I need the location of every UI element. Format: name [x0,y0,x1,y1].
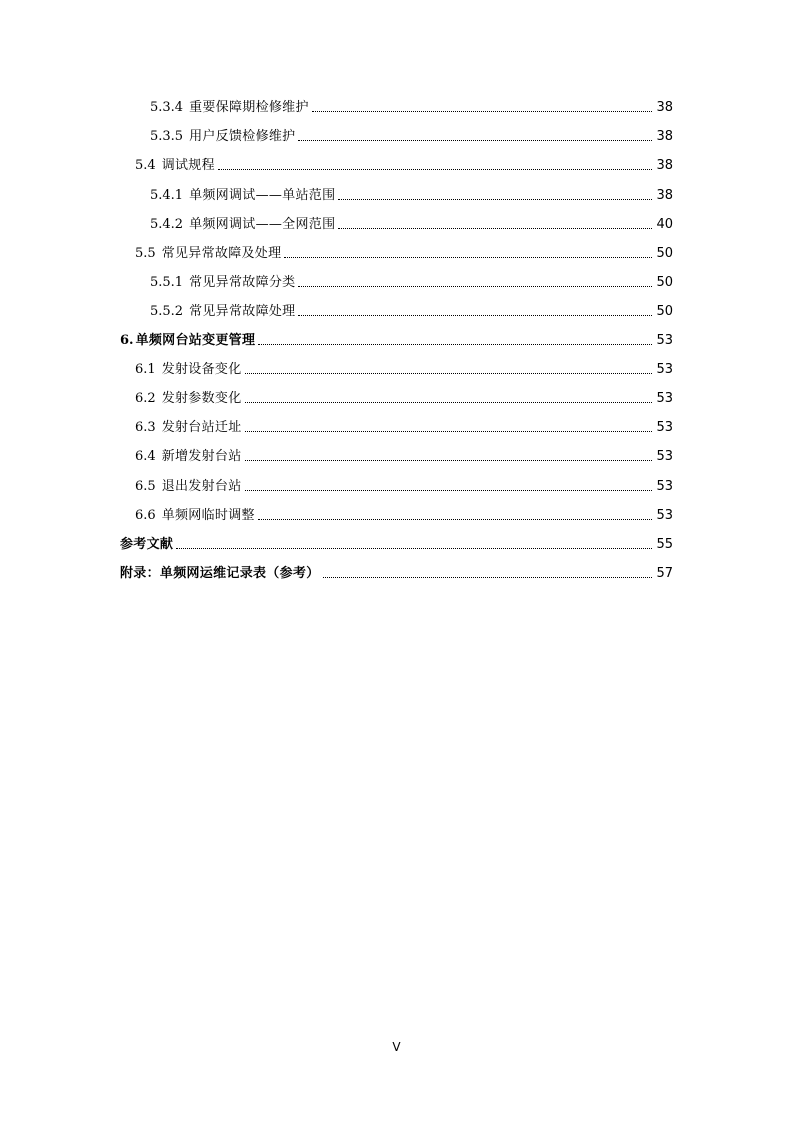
toc-leader-dots [298,315,652,316]
toc-entry-5-5-2[interactable] [150,300,673,320]
toc-entry-title: 附录：单频网运维记录表（参考） [120,566,320,581]
toc-entry-6-6[interactable] [135,504,673,524]
toc-entry-page: 57 [656,566,673,581]
toc-entry-title: 单频网调试——单站范围 [189,188,336,203]
toc-entry-number: 5.3.4 [150,100,184,115]
toc-entry-page: 53 [656,508,673,523]
toc-entry-page: 50 [656,246,673,261]
toc-entry-6[interactable] [120,329,673,349]
toc-entry-5-3-4[interactable] [150,96,673,116]
toc-entry-title: 单频网调试——全网范围 [189,217,336,232]
toc-leader-dots [245,373,653,374]
toc-entry-page: 53 [656,391,673,406]
page-number: V [392,1040,401,1054]
toc-leader-dots [176,548,652,549]
toc-entry-page: 38 [656,188,673,203]
toc-entry-title: 用户反馈检修维护 [189,129,296,144]
toc-entry-number: 5.5.1 [150,275,184,290]
toc-leader-dots [258,519,653,520]
toc-entry-title: 参考文献 [120,537,174,552]
toc-entry-6-5[interactable] [135,475,673,495]
toc-entry-number: 5.3.5 [150,129,184,144]
toc-entry-page: 53 [656,362,673,377]
toc-entry-page: 53 [656,333,673,348]
toc-entry-6-4[interactable] [135,445,673,465]
toc-entry-number: 6.6 [135,508,156,523]
toc-entry-number: 6.2 [135,391,156,406]
toc-entry-page: 38 [656,100,673,115]
toc-entry-references[interactable] [120,533,673,553]
toc-entry-number: 6. [120,333,134,348]
toc-entry-title: 常见异常故障处理 [189,304,296,319]
toc-leader-dots [258,344,652,345]
toc-entry-appendix[interactable] [120,562,673,582]
toc-entry-title: 常见异常故障及处理 [161,246,282,261]
toc-leader-dots [312,111,653,112]
toc-entry-number: 6.4 [135,449,156,464]
toc-entry-number: 5.5 [135,246,156,261]
toc-entry-title: 发射设备变化 [161,362,242,377]
toc-entry-number: 5.4.2 [150,217,184,232]
toc-entry-page: 53 [656,479,673,494]
toc-entry-6-1[interactable] [135,358,673,378]
toc-entry-title: 发射台站迁址 [161,420,242,435]
toc-entry-6-2[interactable] [135,387,673,407]
toc-entry-page: 50 [656,304,673,319]
toc-leader-dots [338,228,652,229]
toc-entry-title: 单频网临时调整 [161,508,255,523]
toc-leader-dots [338,199,652,200]
toc-entry-page: 53 [656,449,673,464]
toc-leader-dots [245,431,653,432]
toc-entry-number: 5.4.1 [150,188,184,203]
toc-entry-number: 5.5.2 [150,304,184,319]
toc-entry-page: 55 [656,537,673,552]
toc-leader-dots [298,140,652,141]
toc-entry-title: 发射参数变化 [161,391,242,406]
toc-entry-number: 5.4 [135,158,156,173]
toc-leader-dots [218,169,653,170]
toc-entry-number: 6.1 [135,362,156,377]
toc-leader-dots [245,402,653,403]
toc-entry-page: 53 [656,420,673,435]
toc-entry-title: 常见异常故障分类 [189,275,296,290]
toc-entry-5-5[interactable] [135,242,673,262]
toc-entry-number: 6.5 [135,479,156,494]
toc-leader-dots [298,286,652,287]
toc-entry-5-4[interactable] [135,154,673,174]
toc-entry-number: 6.3 [135,420,156,435]
toc-leader-dots [245,490,653,491]
toc-entry-5-4-2[interactable] [150,213,673,233]
toc-entry-5-5-1[interactable] [150,271,673,291]
toc-leader-dots [284,257,652,258]
toc-entry-5-4-1[interactable] [150,184,673,204]
toc-entry-title: 调试规程 [161,158,215,173]
toc-entry-page: 40 [656,217,673,232]
toc-entry-6-3[interactable] [135,416,673,436]
toc-leader-dots [245,460,653,461]
toc-entry-title: 重要保障期检修维护 [189,100,309,115]
toc-entry-page: 38 [656,129,673,144]
toc-entry-page: 38 [656,158,673,173]
toc-entry-title: 新增发射台站 [161,449,242,464]
toc-entry-page: 50 [656,275,673,290]
toc-entry-title: 退出发射台站 [161,479,242,494]
toc-entry-title: 单频网台站变更管理 [135,333,256,348]
toc-entry-5-3-5[interactable] [150,125,673,145]
toc-leader-dots [323,577,653,578]
